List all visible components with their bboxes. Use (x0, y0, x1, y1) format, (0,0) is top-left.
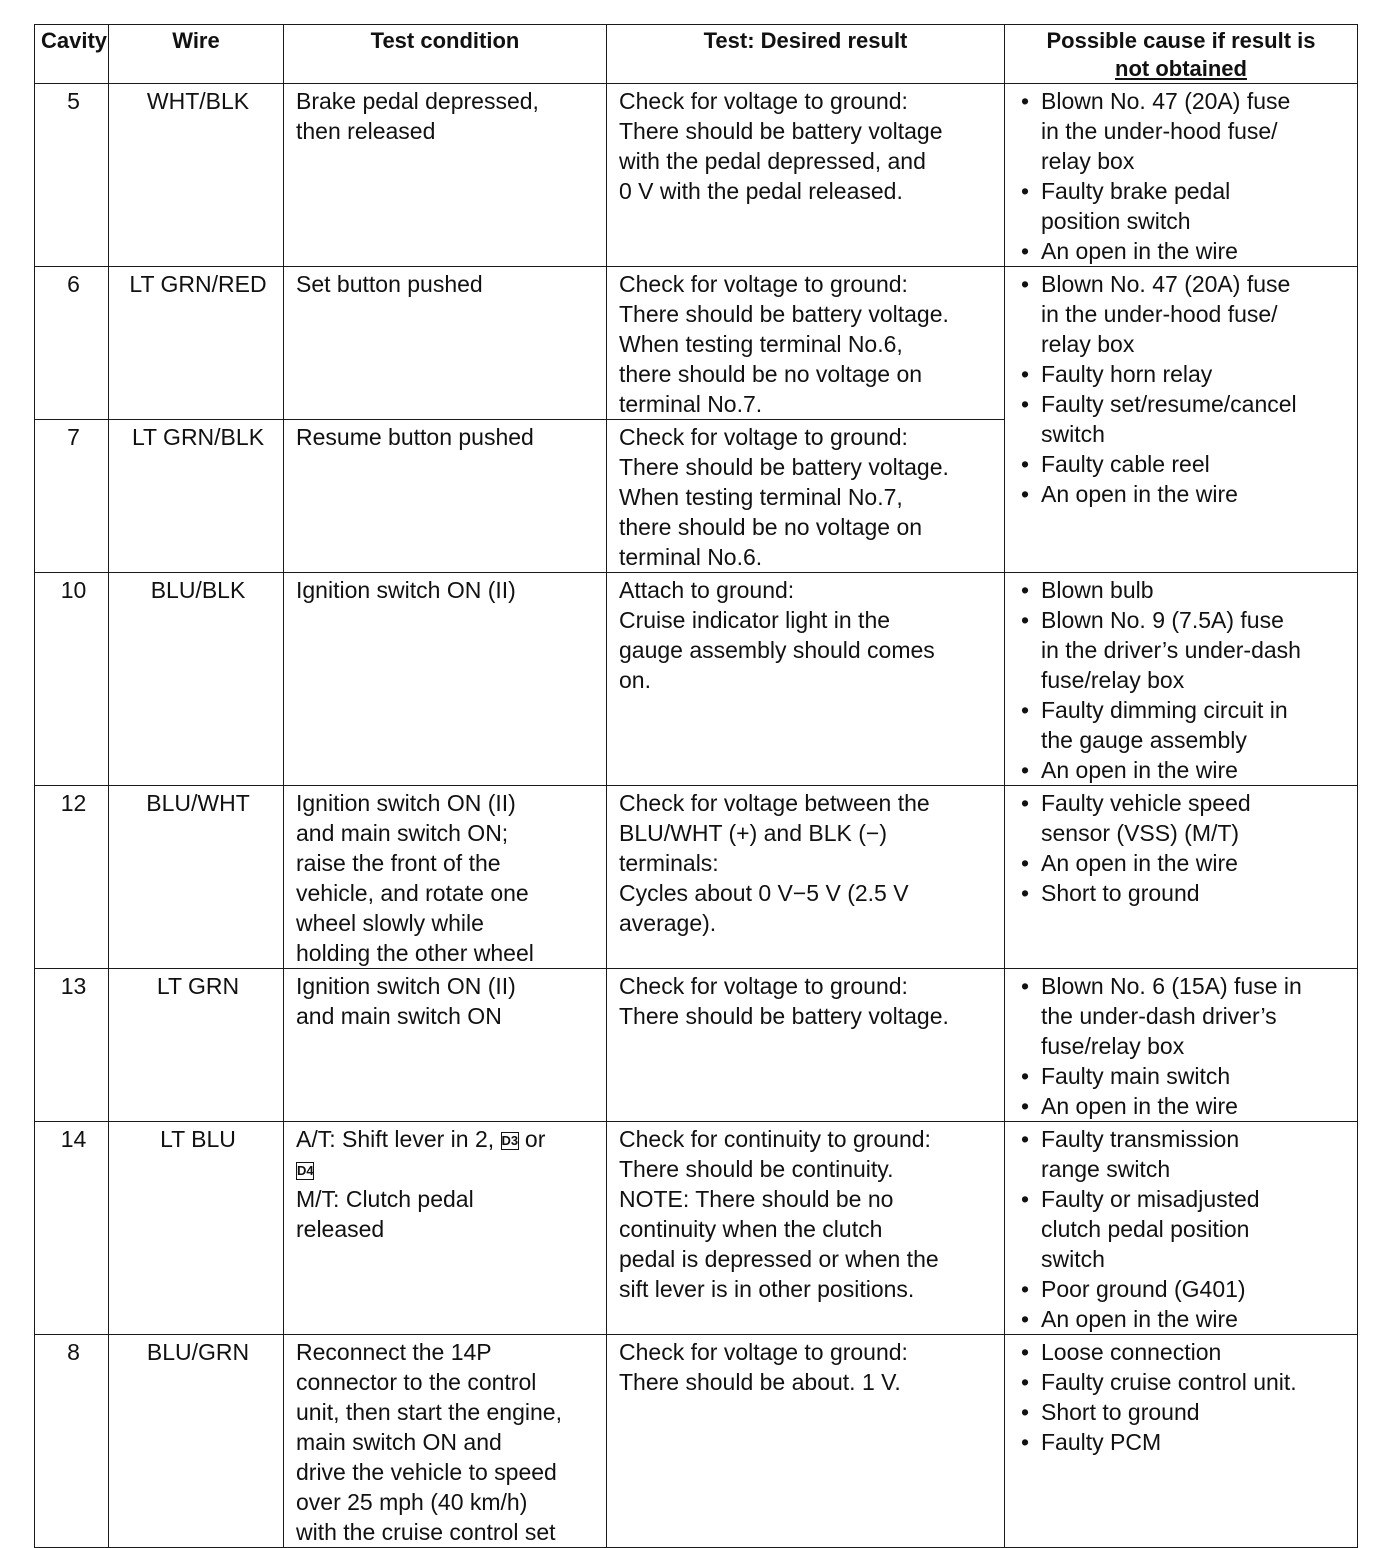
header-possible-cause-line1: Possible cause if result is (1046, 28, 1316, 53)
table-row (35, 267, 1358, 420)
header-possible-cause-line2: not obtained (1115, 56, 1247, 81)
condition-line: holding the other wheel (296, 940, 534, 966)
condition-or-text: or (524, 1126, 546, 1152)
cause-item (1017, 359, 1349, 389)
cavity-cell: 10 (35, 573, 109, 786)
condition-line: then released (296, 118, 436, 144)
condition-line (296, 1124, 598, 1154)
condition-cell (284, 1122, 607, 1335)
cause-line: clutch pedal position (1041, 1216, 1250, 1242)
wire-cell: LT GRN/RED (109, 267, 284, 420)
cause-line: • Blown No. 47 (20A) fuse (1041, 271, 1291, 297)
wire-cell: LT GRN (109, 969, 284, 1122)
cause-line: • Faulty set/resume/cancel (1041, 391, 1297, 417)
cause-line: • An open in the wire (1041, 238, 1238, 264)
cause-line: in the under-hood fuse/ (1041, 301, 1278, 327)
header-test-condition: Test condition (284, 25, 607, 84)
condition-cell (284, 786, 607, 969)
cause-line: • Faulty main switch (1041, 1063, 1231, 1089)
cause-line: • Faulty cable reel (1041, 451, 1210, 477)
condition-line: Resume button pushed (296, 424, 534, 450)
condition-cell (284, 84, 607, 267)
cause-line: relay box (1041, 148, 1135, 174)
cause-item (1017, 389, 1349, 449)
cause-line: • An open in the wire (1041, 481, 1238, 507)
cause-item (1017, 449, 1349, 479)
condition-line: unit, then start the engine, (296, 1399, 562, 1425)
condition-line: over 25 mph (40 km/h) (296, 1489, 528, 1515)
cause-item (1017, 176, 1349, 236)
cause-line: • Blown No. 47 (20A) fuse (1041, 88, 1291, 114)
condition-line: vehicle, and rotate one (296, 880, 529, 906)
result-line: There should be battery voltage. (619, 454, 949, 480)
cause-cell (1005, 969, 1358, 1122)
result-line: there should be no voltage on (619, 514, 923, 540)
wire-cell: BLU/GRN (109, 1335, 284, 1548)
wire-cell: LT BLU (109, 1122, 284, 1335)
cause-cell (1005, 1122, 1358, 1335)
result-line: Cruise indicator light in the (619, 607, 891, 633)
cause-cell (1005, 573, 1358, 786)
wire-cell: BLU/BLK (109, 573, 284, 786)
result-line: Check for voltage to ground: (619, 88, 908, 114)
condition-line: and main switch ON (296, 1003, 502, 1029)
result-line: Check for voltage to ground: (619, 973, 908, 999)
result-line: BLU/WHT (+) and BLK (−) (619, 820, 887, 846)
cause-line: • Faulty PCM (1041, 1429, 1162, 1455)
cause-list (1017, 1337, 1349, 1457)
result-line: with the pedal depressed, and (619, 148, 926, 174)
result-cell (607, 786, 1005, 969)
cause-line: • An open in the wire (1041, 1306, 1238, 1332)
condition-line: released (296, 1216, 385, 1242)
cause-item (1017, 695, 1349, 755)
wire-cell: BLU/WHT (109, 786, 284, 969)
condition-line: Brake pedal depressed, (296, 88, 539, 114)
cause-list (1017, 575, 1349, 785)
condition-line: with the cruise control set (296, 1519, 556, 1545)
result-cell (607, 420, 1005, 573)
cause-item (1017, 788, 1349, 848)
header-row (35, 25, 1358, 84)
test-table (34, 24, 1358, 1548)
header-wire: Wire (109, 25, 284, 84)
table-row (35, 969, 1358, 1122)
condition-line: Ignition switch ON (II) (296, 790, 516, 816)
table-row (35, 84, 1358, 267)
condition-line: Reconnect the 14P (296, 1339, 492, 1365)
condition-cell (284, 573, 607, 786)
cause-line: • An open in the wire (1041, 1093, 1238, 1119)
result-line: terminals: (619, 850, 719, 876)
cause-line: relay box (1041, 331, 1135, 357)
cause-line: • An open in the wire (1041, 757, 1238, 783)
condition-line: M/T: Clutch pedal (296, 1186, 474, 1212)
cause-item (1017, 971, 1349, 1061)
cause-line: • Faulty brake pedal (1041, 178, 1231, 204)
cause-item (1017, 1184, 1349, 1274)
result-line: Check for voltage to ground: (619, 1339, 908, 1365)
cause-list (1017, 86, 1349, 266)
condition-line: and main switch ON; (296, 820, 509, 846)
table-row (35, 1122, 1358, 1335)
cause-line: • An open in the wire (1041, 850, 1238, 876)
cause-line: switch (1041, 421, 1105, 447)
cavity-cell: 5 (35, 84, 109, 267)
cause-line: fuse/relay box (1041, 667, 1185, 693)
result-line: There should be about. 1 V. (619, 1369, 901, 1395)
cause-line: • Blown No. 6 (15A) fuse in (1041, 973, 1302, 999)
condition-line: main switch ON and (296, 1429, 502, 1455)
cause-line: • Faulty dimming circuit in (1041, 697, 1288, 723)
result-line: gauge assembly should comes (619, 637, 935, 663)
table-row (35, 1335, 1358, 1548)
cavity-cell: 6 (35, 267, 109, 420)
cause-item (1017, 575, 1349, 605)
cause-item (1017, 269, 1349, 359)
cause-line: • Short to ground (1041, 880, 1200, 906)
condition-at-text: A/T: Shift lever in 2, (296, 1126, 495, 1152)
condition-line: Ignition switch ON (II) (296, 577, 516, 603)
gear-d4-icon: D4 (297, 1163, 314, 1178)
cause-line: • Short to ground (1041, 1399, 1200, 1425)
cause-line: • Faulty transmission (1041, 1126, 1240, 1152)
gear-d3-icon: D3 (501, 1133, 519, 1148)
condition-line (296, 1154, 598, 1184)
result-line: When testing terminal No.7, (619, 484, 903, 510)
cause-list (1017, 788, 1349, 908)
cause-item (1017, 605, 1349, 695)
cause-list (1017, 971, 1349, 1121)
condition-line: connector to the control (296, 1369, 537, 1395)
condition-line: drive the vehicle to speed (296, 1459, 557, 1485)
result-line: There should be continuity. (619, 1156, 894, 1182)
cause-item (1017, 1337, 1349, 1367)
condition-cell (284, 267, 607, 420)
cause-item (1017, 1397, 1349, 1427)
cause-list (1017, 1124, 1349, 1334)
wire-cell: LT GRN/BLK (109, 420, 284, 573)
cavity-cell: 14 (35, 1122, 109, 1335)
cause-item (1017, 755, 1349, 785)
table-row (35, 786, 1358, 969)
cause-item (1017, 1367, 1349, 1397)
cause-line: switch (1041, 1246, 1105, 1272)
result-line: NOTE: There should be no (619, 1186, 894, 1212)
cause-item (1017, 86, 1349, 176)
result-cell (607, 267, 1005, 420)
cause-line: • Blown bulb (1041, 577, 1154, 603)
cause-line: sensor (VSS) (M/T) (1041, 820, 1240, 846)
cause-line: the under-dash driver’s (1041, 1003, 1277, 1029)
result-line: continuity when the clutch (619, 1216, 883, 1242)
cavity-cell: 12 (35, 786, 109, 969)
cause-cell (1005, 1335, 1358, 1548)
result-line: average). (619, 910, 717, 936)
header-cavity: Cavity (35, 25, 109, 84)
cause-line: range switch (1041, 1156, 1171, 1182)
result-line: terminal No.6. (619, 544, 763, 570)
cause-item (1017, 1274, 1349, 1304)
cause-item (1017, 1061, 1349, 1091)
cause-cell (1005, 267, 1358, 573)
result-cell (607, 1335, 1005, 1548)
cause-cell (1005, 786, 1358, 969)
cause-item (1017, 236, 1349, 266)
cause-list (1017, 269, 1349, 509)
cause-line: the gauge assembly (1041, 727, 1247, 753)
result-line: There should be battery voltage (619, 118, 943, 144)
cause-line: • Poor ground (G401) (1041, 1276, 1246, 1302)
cause-cell (1005, 84, 1358, 267)
result-line: When testing terminal No.6, (619, 331, 903, 357)
result-cell (607, 84, 1005, 267)
header-desired-result: Test: Desired result (607, 25, 1005, 84)
condition-line: Set button pushed (296, 271, 483, 297)
cause-line: • Faulty horn relay (1041, 361, 1213, 387)
cause-line: • Blown No. 9 (7.5A) fuse (1041, 607, 1284, 633)
result-line: on. (619, 667, 651, 693)
cavity-cell: 13 (35, 969, 109, 1122)
cavity-cell: 8 (35, 1335, 109, 1548)
cause-item (1017, 1124, 1349, 1184)
condition-line: raise the front of the (296, 850, 501, 876)
cause-line: • Faulty cruise control unit. (1041, 1369, 1297, 1395)
header-possible-cause (1005, 25, 1358, 84)
cause-line: position switch (1041, 208, 1191, 234)
result-line: Cycles about 0 V−5 V (2.5 V (619, 880, 909, 906)
result-line: Check for continuity to ground: (619, 1126, 931, 1152)
result-line: Attach to ground: (619, 577, 795, 603)
wire-cell: WHT/BLK (109, 84, 284, 267)
table-row (35, 573, 1358, 786)
cause-item (1017, 878, 1349, 908)
cause-line: • Loose connection (1041, 1339, 1222, 1365)
condition-cell (284, 1335, 607, 1548)
cause-item (1017, 479, 1349, 509)
cause-item (1017, 1091, 1349, 1121)
cause-item (1017, 1427, 1349, 1457)
cause-item (1017, 1304, 1349, 1334)
result-cell (607, 1122, 1005, 1335)
result-line: sift lever is in other positions. (619, 1276, 915, 1302)
condition-line: wheel slowly while (296, 910, 484, 936)
cause-line: in the under-hood fuse/ (1041, 118, 1278, 144)
condition-line: Ignition switch ON (II) (296, 973, 516, 999)
cause-line: • Faulty or misadjusted (1041, 1186, 1260, 1212)
result-line: Check for voltage between the (619, 790, 930, 816)
cause-line: • Faulty vehicle speed (1041, 790, 1251, 816)
cause-line: fuse/relay box (1041, 1033, 1185, 1059)
cavity-cell: 7 (35, 420, 109, 573)
result-line: Check for voltage to ground: (619, 424, 908, 450)
result-line: There should be battery voltage. (619, 1003, 949, 1029)
condition-cell (284, 969, 607, 1122)
result-cell (607, 573, 1005, 786)
cause-line: in the driver’s under-dash (1041, 637, 1301, 663)
result-line: terminal No.7. (619, 391, 763, 417)
result-cell (607, 969, 1005, 1122)
result-line: Check for voltage to ground: (619, 271, 908, 297)
result-line: There should be battery voltage. (619, 301, 949, 327)
condition-cell (284, 420, 607, 573)
result-line: 0 V with the pedal released. (619, 178, 903, 204)
result-line: there should be no voltage on (619, 361, 923, 387)
result-line: pedal is depressed or when the (619, 1246, 939, 1272)
cause-item (1017, 848, 1349, 878)
